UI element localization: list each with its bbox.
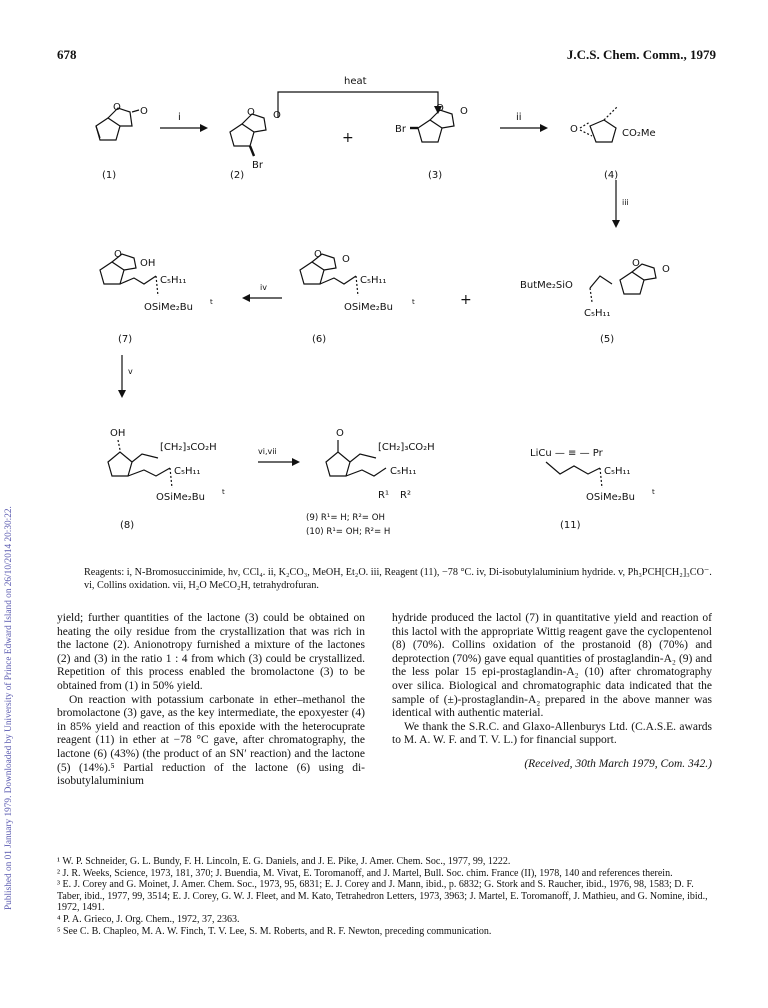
compound-7-structure xyxy=(100,249,213,313)
svg-text:OSiMe₂Bu: OSiMe₂Bu xyxy=(344,302,393,313)
svg-text:CO₂Me: CO₂Me xyxy=(622,128,656,139)
journal-header: J.C.S. Chem. Comm., 1979 xyxy=(566,47,716,62)
svg-text:C₅H₁₁: C₅H₁₁ xyxy=(160,275,187,286)
svg-text:C₅H₁₁: C₅H₁₁ xyxy=(390,466,417,477)
svg-text:t: t xyxy=(412,298,415,306)
svg-text:[CH₂]₃CO₂H: [CH₂]₃CO₂H xyxy=(160,442,217,453)
compound-2-structure xyxy=(230,107,281,171)
svg-text:t: t xyxy=(222,488,225,496)
svg-text:O: O xyxy=(436,103,444,114)
svg-text:O: O xyxy=(114,249,122,260)
body-column-left xyxy=(57,612,365,789)
svg-text:Br: Br xyxy=(252,160,263,171)
reference-item: ³ E. J. Corey and G. Moinet, J. Amer. Chem. Soc., 1973, 95, 6831; E. J. Corey and J. Mann, ibid., p. 6832; G. Stork and S. Raucher, ibid., 1976, 98, 1583; D. F. Taber, ibid., 1977, 99, 3514; E. J. Corey, G. W. J. Fleet, and M. Kato, Tetrahedron Letters, 1973, 3963; J. Martel, E. Toromanoff, J. Mathieu, and G. Nomine, ibid., 1972, 1491. xyxy=(57,879,708,914)
step-iii-label: iii xyxy=(622,198,629,207)
compound-11-structure xyxy=(530,448,655,503)
reference-item: ⁴ P. A. Grieco, J. Org. Chem., 1972, 37, 2363. xyxy=(57,913,240,925)
svg-text:O: O xyxy=(632,258,640,269)
svg-text:O: O xyxy=(342,254,350,265)
heat-bracket xyxy=(278,76,442,118)
paragraph: hydride produced the lactol (7) in quantitative yield and reaction of this lactol with the appropriate Wittig reagent gave the cyclopentenol (8) (70%). Collins oxidation of the prostanoid (8) (70%) and deprotection (70%) gave equal quantities of prostaglandin-A₂ (9) and the less polar 15 epi-prostaglandin-A₂ (10) after chromatography over silica. Biological and chromatographic data indicated that the sample of (±)-prostaglandin-A₂ prepared in the above manner was identical with authentic material. xyxy=(392,612,712,720)
reference-item: ² J. R. Weeks, Science, 1973, 181, 370; J. Buendia, M. Vivat, E. Toromanoff, and J. Martel, Bull. Soc. chim. France (II), 1978, 140 and references therein. xyxy=(57,867,673,879)
svg-text:O: O xyxy=(273,110,281,121)
step-ii-label: ii xyxy=(516,112,522,123)
svg-text:O: O xyxy=(247,107,255,118)
svg-text:O: O xyxy=(570,124,578,135)
svg-text:C₅H₁₁: C₅H₁₁ xyxy=(360,275,387,286)
compound-9-10-structure xyxy=(326,428,435,501)
step-iv-label: iv xyxy=(260,283,267,292)
compound-3-structure xyxy=(395,103,468,142)
compound-6-label: (6) xyxy=(312,334,327,345)
body-column-right xyxy=(392,612,712,772)
reaction-scheme xyxy=(60,70,720,570)
step-v-label: v xyxy=(128,367,133,376)
svg-text:Br: Br xyxy=(395,124,406,135)
received-date: (Received, 30th March 1979, Com. 342.) xyxy=(524,757,712,770)
svg-text:t: t xyxy=(652,488,655,496)
svg-text:t: t xyxy=(210,298,213,306)
compound-8-label: (8) xyxy=(120,520,135,531)
compound-8-structure xyxy=(108,428,225,503)
svg-text:O: O xyxy=(113,102,121,113)
compound-3-label: (3) xyxy=(428,170,443,181)
svg-text:ButMe₂SiO: ButMe₂SiO xyxy=(520,280,573,291)
svg-text:OSiMe₂Bu: OSiMe₂Bu xyxy=(144,302,193,313)
svg-text:O: O xyxy=(140,106,148,117)
reference-item: ⁵ See C. B. Chapleo, M. A. W. Finch, T. V. Lee, S. M. Roberts, and R. F. Newton, preceding communication. xyxy=(57,925,492,937)
compound-5-structure xyxy=(520,258,670,319)
reference-item: ¹ W. P. Schneider, G. L. Bundy, F. H. Lincoln, E. G. Daniels, and J. E. Pike, J. Amer. Chem. Soc., 1977, 99, 1222. xyxy=(57,856,511,867)
svg-text:R²: R² xyxy=(400,490,411,501)
heat-label: heat xyxy=(344,76,367,87)
plus-sign-1: + xyxy=(342,130,354,146)
svg-text:[CH₂]₃CO₂H: [CH₂]₃CO₂H xyxy=(378,442,435,453)
compound-7-label: (7) xyxy=(118,334,133,345)
compound-6-structure xyxy=(300,249,415,313)
paragraph: yield; further quantities of the lactone (3) could be obtained on heating the oily residue from the crystallization that was rich in the lactone (2). Anionotropy furnished a mixture of the lactones (2) and (3) in the ratio 1 : 4 from which (3) could be crystallized. Repetition of this process enabled the bromolactone (3) to be obtained from (1) in 50% yield. xyxy=(57,612,365,692)
svg-text:C₅H₁₁: C₅H₁₁ xyxy=(174,466,201,477)
svg-text:LiCu — ≡ — Pr: LiCu — ≡ — Pr xyxy=(530,448,603,459)
plus-sign-2: + xyxy=(460,292,472,308)
svg-text:O: O xyxy=(314,249,322,260)
compound-9-label: (9) R¹= H; R²= OH xyxy=(306,513,385,523)
references xyxy=(57,856,717,937)
svg-text:R¹: R¹ xyxy=(378,490,389,501)
reagents-caption: Reagents: i, N-Bromosuccinimide, hν, CCl₄. ii, K₂CO₃, MeOH, Et₂O. iii, Reagent (11), −78 °C. iv, Di-isobutylaluminium hydride. v, Ph₃PCH[CH₂]₃CO⁻. vi, Collins oxidation. vii, H₂O MeCO₂H, tetrahydrofuran. xyxy=(84,567,712,591)
page-number: 678 xyxy=(57,47,77,62)
compound-1-structure xyxy=(96,102,148,140)
provenance-sidebar xyxy=(4,150,18,910)
compound-10-label: (10) R¹= OH; R²= H xyxy=(306,527,391,537)
compound-11-label: (11) xyxy=(560,520,581,531)
compound-1-label: (1) xyxy=(102,170,117,181)
svg-text:OSiMe₂Bu: OSiMe₂Bu xyxy=(586,492,635,503)
svg-text:O: O xyxy=(460,106,468,117)
paragraph: We thank the S.R.C. and Glaxo-Allenburys Ltd. (C.A.S.E. awards to M. A. W. F. and T. V. L.) for financial support. xyxy=(392,720,712,747)
compound-4-structure xyxy=(570,106,656,142)
step-i-label: i xyxy=(178,112,181,123)
svg-text:O: O xyxy=(662,264,670,275)
svg-text:OH: OH xyxy=(140,258,156,269)
compound-5-label: (5) xyxy=(600,334,615,345)
provenance-text: Published on 01 January 1979. Downloaded by University of Prince Edward Island on 26/10/2014 20:30:22. xyxy=(4,506,14,910)
step-vi-vii-label: vi,vii xyxy=(258,447,277,456)
svg-text:C₅H₁₁: C₅H₁₁ xyxy=(604,466,631,477)
svg-text:C₅H₁₁: C₅H₁₁ xyxy=(584,308,611,319)
svg-text:OSiMe₂Bu: OSiMe₂Bu xyxy=(156,492,205,503)
compound-2-label: (2) xyxy=(230,170,245,181)
paragraph: On reaction with potassium carbonate in ether–methanol the bromolactone (3) gave, as the key intermediate, the epoxyester (4) in 85% yield and reaction of this epoxide with the heterocuprate reagent (11) in ether at −78 °C gave, after chromatography, the lactone (6) (43%) (the product of an SN′ reaction) and the lactone (5) (14%).⁵ Partial reduction of the lactone (6) using di-isobutylaluminium xyxy=(57,693,365,788)
svg-text:O: O xyxy=(336,428,344,439)
compound-4-label: (4) xyxy=(604,170,619,181)
svg-text:OH: OH xyxy=(110,428,126,439)
